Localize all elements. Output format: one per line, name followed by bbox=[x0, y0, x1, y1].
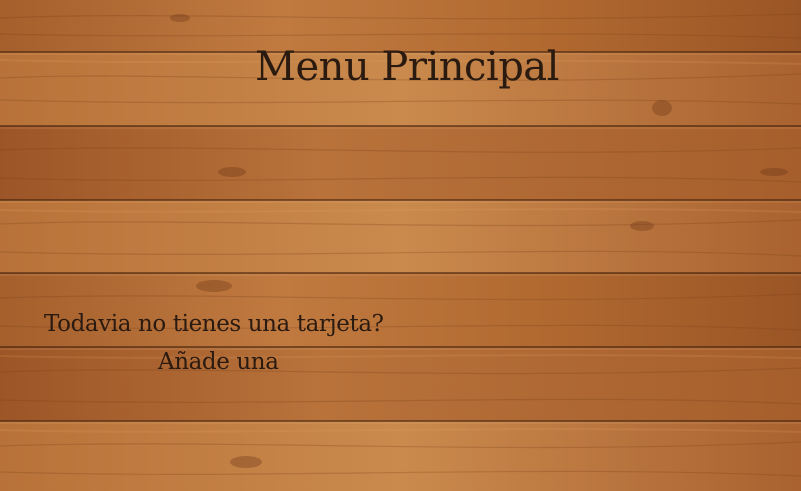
no-card-prompt: Todavia no tienes una tarjeta? bbox=[44, 311, 384, 337]
add-card-link[interactable]: Añade una bbox=[158, 349, 279, 375]
page-title: Menu Principal bbox=[255, 44, 559, 90]
